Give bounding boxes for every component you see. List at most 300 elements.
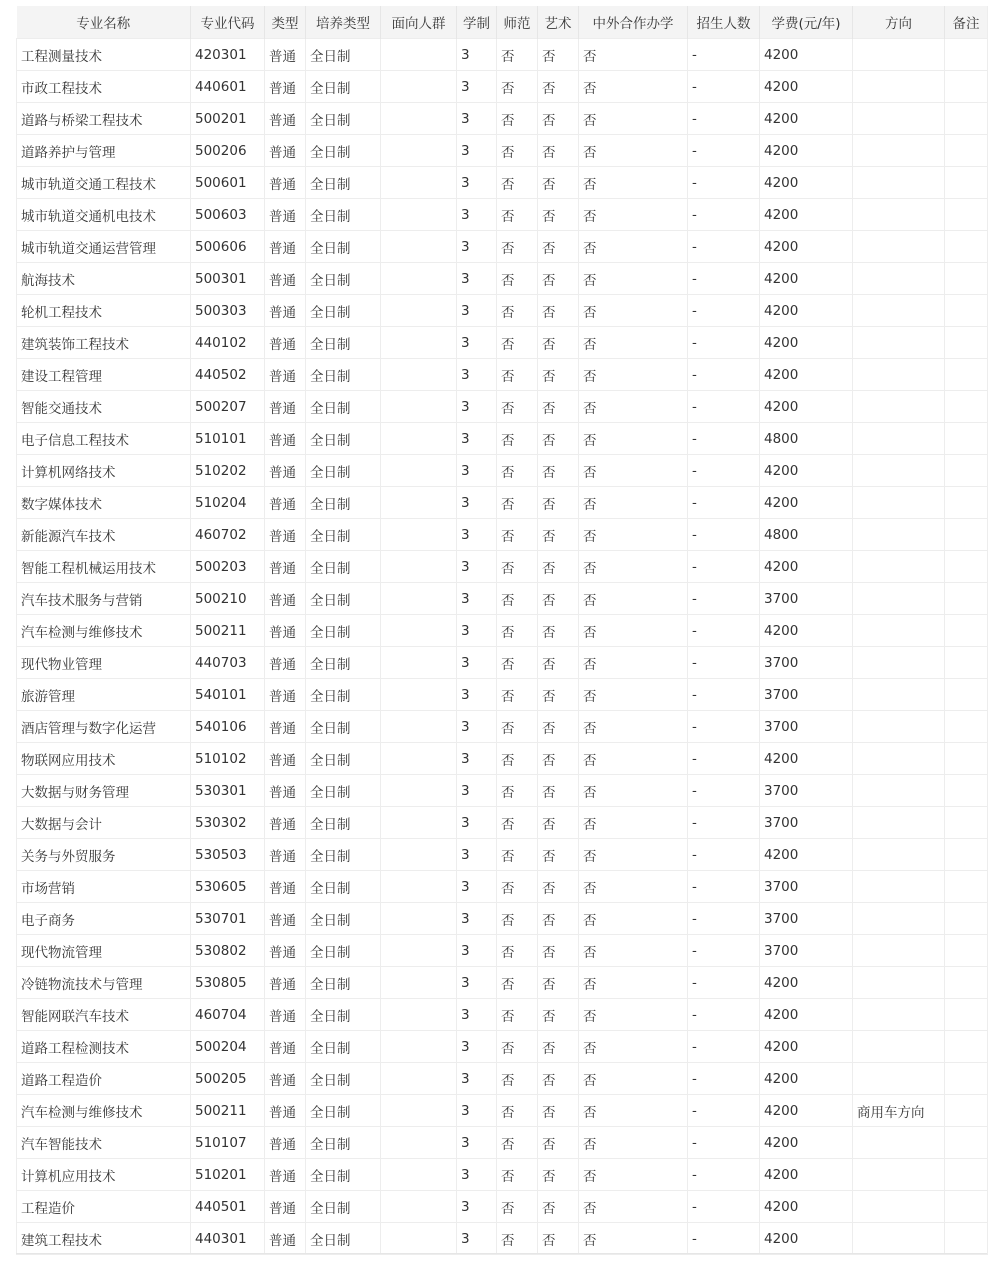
cell-col-direction: [853, 967, 945, 999]
cell-col-remarks: [945, 295, 988, 327]
cell-col-tuition: 4200: [760, 455, 853, 487]
cell-col-sino-foreign: 否: [579, 135, 688, 167]
cell-col-direction: [853, 743, 945, 775]
cell-col-direction: [853, 1159, 945, 1191]
cell-col-art: 否: [538, 1095, 579, 1127]
cell-col-target-group: [381, 1127, 457, 1159]
table-row: [17, 231, 988, 263]
cell-col-major-name: 轮机工程技术: [17, 295, 191, 327]
cell-col-tuition: 4800: [760, 423, 853, 455]
cell-col-major-code: 440301: [191, 1223, 265, 1255]
header-col-sino-foreign: 中外合作办学: [579, 6, 688, 39]
header-col-direction: 方向: [853, 6, 945, 39]
cell-col-art: 否: [538, 679, 579, 711]
cell-col-major-code: 500211: [191, 615, 265, 647]
cell-col-study-mode: 全日制: [306, 1063, 381, 1095]
cell-col-target-group: [381, 487, 457, 519]
cell-col-type: 普通: [265, 999, 306, 1031]
table-row: [17, 647, 988, 679]
header-col-remarks: 备注: [945, 6, 988, 39]
cell-col-duration: 3: [457, 1159, 497, 1191]
cell-col-enrollment: -: [688, 839, 760, 871]
cell-col-direction: [853, 1223, 945, 1255]
cell-col-target-group: [381, 583, 457, 615]
cell-col-type: 普通: [265, 487, 306, 519]
cell-col-enrollment: -: [688, 455, 760, 487]
table-row: [17, 359, 988, 391]
table-row: [17, 1159, 988, 1191]
header-col-target-group: 面向人群: [381, 6, 457, 39]
cell-col-direction: [853, 839, 945, 871]
cell-col-major-code: 530605: [191, 871, 265, 903]
cell-col-remarks: [945, 775, 988, 807]
cell-col-sino-foreign: 否: [579, 423, 688, 455]
cell-col-major-code: 460704: [191, 999, 265, 1031]
cell-col-target-group: [381, 1223, 457, 1255]
cell-col-enrollment: -: [688, 935, 760, 967]
cell-col-duration: 3: [457, 391, 497, 423]
cell-col-sino-foreign: 否: [579, 455, 688, 487]
cell-col-tuition: 4200: [760, 1095, 853, 1127]
cell-col-study-mode: 全日制: [306, 903, 381, 935]
cell-col-sino-foreign: 否: [579, 103, 688, 135]
cell-col-type: 普通: [265, 1191, 306, 1223]
cell-col-study-mode: 全日制: [306, 743, 381, 775]
cell-col-direction: [853, 903, 945, 935]
cell-col-type: 普通: [265, 231, 306, 263]
cell-col-study-mode: 全日制: [306, 775, 381, 807]
cell-col-tuition: 4200: [760, 359, 853, 391]
cell-col-art: 否: [538, 999, 579, 1031]
table-row: [17, 295, 988, 327]
cell-col-art: 否: [538, 327, 579, 359]
table-body: [17, 39, 988, 1255]
cell-col-art: 否: [538, 807, 579, 839]
table-row: [17, 103, 988, 135]
cell-col-tuition: 3700: [760, 679, 853, 711]
cell-col-art: 否: [538, 455, 579, 487]
cell-col-major-name: 冷链物流技术与管理: [17, 967, 191, 999]
cell-col-direction: [853, 263, 945, 295]
cell-col-type: 普通: [265, 263, 306, 295]
cell-col-major-code: 440502: [191, 359, 265, 391]
cell-col-direction: [853, 1191, 945, 1223]
cell-col-direction: [853, 647, 945, 679]
table-row: [17, 1095, 988, 1127]
table-row: [17, 615, 988, 647]
cell-col-art: 否: [538, 775, 579, 807]
header-col-major-name: 专业名称: [17, 6, 191, 39]
cell-col-duration: 3: [457, 455, 497, 487]
cell-col-type: 普通: [265, 295, 306, 327]
major-table: [16, 6, 988, 1255]
cell-col-teacher-training: 否: [497, 423, 538, 455]
cell-col-major-name: 计算机应用技术: [17, 1159, 191, 1191]
cell-col-major-code: 500204: [191, 1031, 265, 1063]
cell-col-type: 普通: [265, 455, 306, 487]
cell-col-major-name: 汽车智能技术: [17, 1127, 191, 1159]
cell-col-major-code: 500210: [191, 583, 265, 615]
cell-col-major-name: 道路工程检测技术: [17, 1031, 191, 1063]
cell-col-sino-foreign: 否: [579, 1127, 688, 1159]
cell-col-sino-foreign: 否: [579, 551, 688, 583]
table-row: [17, 135, 988, 167]
cell-col-target-group: [381, 391, 457, 423]
cell-col-type: 普通: [265, 1031, 306, 1063]
cell-col-duration: 3: [457, 231, 497, 263]
cell-col-enrollment: -: [688, 231, 760, 263]
cell-col-duration: 3: [457, 167, 497, 199]
cell-col-remarks: [945, 967, 988, 999]
cell-col-art: 否: [538, 295, 579, 327]
cell-col-study-mode: 全日制: [306, 679, 381, 711]
cell-col-direction: [853, 71, 945, 103]
cell-col-sino-foreign: 否: [579, 71, 688, 103]
cell-col-art: 否: [538, 1191, 579, 1223]
cell-col-art: 否: [538, 39, 579, 71]
cell-col-type: 普通: [265, 327, 306, 359]
cell-col-tuition: 3700: [760, 711, 853, 743]
cell-col-art: 否: [538, 1063, 579, 1095]
cell-col-sino-foreign: 否: [579, 839, 688, 871]
cell-col-teacher-training: 否: [497, 1031, 538, 1063]
cell-col-sino-foreign: 否: [579, 1063, 688, 1095]
cell-col-remarks: [945, 135, 988, 167]
cell-col-major-code: 500201: [191, 103, 265, 135]
cell-col-teacher-training: 否: [497, 1159, 538, 1191]
cell-col-remarks: [945, 263, 988, 295]
cell-col-major-code: 530503: [191, 839, 265, 871]
cell-col-duration: 3: [457, 1095, 497, 1127]
cell-col-teacher-training: 否: [497, 903, 538, 935]
cell-col-enrollment: -: [688, 583, 760, 615]
cell-col-teacher-training: 否: [497, 391, 538, 423]
cell-col-direction: [853, 935, 945, 967]
cell-col-direction: [853, 615, 945, 647]
cell-col-major-code: 500303: [191, 295, 265, 327]
cell-col-tuition: 3700: [760, 583, 853, 615]
cell-col-sino-foreign: 否: [579, 967, 688, 999]
cell-col-enrollment: -: [688, 999, 760, 1031]
cell-col-remarks: [945, 999, 988, 1031]
cell-col-enrollment: -: [688, 135, 760, 167]
cell-col-sino-foreign: 否: [579, 935, 688, 967]
cell-col-art: 否: [538, 135, 579, 167]
cell-col-target-group: [381, 551, 457, 583]
cell-col-sino-foreign: 否: [579, 903, 688, 935]
cell-col-study-mode: 全日制: [306, 231, 381, 263]
cell-col-duration: 3: [457, 839, 497, 871]
cell-col-major-name: 城市轨道交通机电技术: [17, 199, 191, 231]
cell-col-target-group: [381, 103, 457, 135]
cell-col-remarks: [945, 871, 988, 903]
cell-col-duration: 3: [457, 935, 497, 967]
cell-col-major-name: 工程造价: [17, 1191, 191, 1223]
cell-col-target-group: [381, 615, 457, 647]
table-row: [17, 551, 988, 583]
major-table-container: [16, 6, 987, 1255]
cell-col-sino-foreign: 否: [579, 167, 688, 199]
cell-col-enrollment: -: [688, 1031, 760, 1063]
cell-col-remarks: [945, 807, 988, 839]
cell-col-tuition: 4200: [760, 1223, 853, 1255]
cell-col-study-mode: 全日制: [306, 1159, 381, 1191]
cell-col-target-group: [381, 199, 457, 231]
cell-col-enrollment: -: [688, 295, 760, 327]
cell-col-duration: 3: [457, 583, 497, 615]
table-row: [17, 1223, 988, 1255]
cell-col-enrollment: -: [688, 423, 760, 455]
cell-col-teacher-training: 否: [497, 743, 538, 775]
header-col-study-mode: 培养类型: [306, 6, 381, 39]
cell-col-sino-foreign: 否: [579, 295, 688, 327]
cell-col-remarks: [945, 71, 988, 103]
cell-col-study-mode: 全日制: [306, 359, 381, 391]
table-row: [17, 583, 988, 615]
cell-col-teacher-training: 否: [497, 1223, 538, 1255]
table-row: [17, 391, 988, 423]
cell-col-teacher-training: 否: [497, 775, 538, 807]
cell-col-sino-foreign: 否: [579, 199, 688, 231]
cell-col-tuition: 3700: [760, 903, 853, 935]
cell-col-tuition: 3700: [760, 807, 853, 839]
cell-col-enrollment: -: [688, 199, 760, 231]
cell-col-remarks: [945, 1223, 988, 1255]
cell-col-art: 否: [538, 103, 579, 135]
cell-col-duration: 3: [457, 199, 497, 231]
cell-col-major-name: 现代物业管理: [17, 647, 191, 679]
cell-col-enrollment: -: [688, 359, 760, 391]
cell-col-major-name: 大数据与财务管理: [17, 775, 191, 807]
cell-col-remarks: [945, 359, 988, 391]
cell-col-type: 普通: [265, 583, 306, 615]
cell-col-remarks: [945, 199, 988, 231]
cell-col-tuition: 4200: [760, 103, 853, 135]
cell-col-major-name: 汽车技术服务与营销: [17, 583, 191, 615]
cell-col-teacher-training: 否: [497, 1095, 538, 1127]
cell-col-enrollment: -: [688, 807, 760, 839]
cell-col-duration: 3: [457, 487, 497, 519]
cell-col-target-group: [381, 935, 457, 967]
cell-col-teacher-training: 否: [497, 135, 538, 167]
cell-col-art: 否: [538, 231, 579, 263]
cell-col-remarks: [945, 1191, 988, 1223]
cell-col-major-name: 智能工程机械运用技术: [17, 551, 191, 583]
cell-col-target-group: [381, 839, 457, 871]
cell-col-type: 普通: [265, 1223, 306, 1255]
cell-col-major-code: 500301: [191, 263, 265, 295]
cell-col-remarks: [945, 583, 988, 615]
cell-col-type: 普通: [265, 199, 306, 231]
table-row: [17, 807, 988, 839]
cell-col-teacher-training: 否: [497, 871, 538, 903]
cell-col-duration: 3: [457, 135, 497, 167]
cell-col-enrollment: -: [688, 1095, 760, 1127]
header-col-major-code: 专业代码: [191, 6, 265, 39]
cell-col-major-name: 市政工程技术: [17, 71, 191, 103]
cell-col-major-code: 500203: [191, 551, 265, 583]
cell-col-enrollment: -: [688, 551, 760, 583]
cell-col-major-code: 440703: [191, 647, 265, 679]
cell-col-art: 否: [538, 391, 579, 423]
cell-col-tuition: 4200: [760, 295, 853, 327]
cell-col-type: 普通: [265, 903, 306, 935]
cell-col-study-mode: 全日制: [306, 935, 381, 967]
cell-col-study-mode: 全日制: [306, 807, 381, 839]
cell-col-teacher-training: 否: [497, 679, 538, 711]
cell-col-duration: 3: [457, 551, 497, 583]
cell-col-major-name: 大数据与会计: [17, 807, 191, 839]
table-row: [17, 679, 988, 711]
cell-col-teacher-training: 否: [497, 999, 538, 1031]
cell-col-direction: [853, 135, 945, 167]
cell-col-direction: [853, 455, 945, 487]
cell-col-enrollment: -: [688, 967, 760, 999]
cell-col-study-mode: 全日制: [306, 39, 381, 71]
cell-col-direction: [853, 327, 945, 359]
cell-col-study-mode: 全日制: [306, 1095, 381, 1127]
cell-col-direction: [853, 871, 945, 903]
cell-col-remarks: [945, 839, 988, 871]
cell-col-direction: 商用车方向: [853, 1095, 945, 1127]
cell-col-major-name: 城市轨道交通运营管理: [17, 231, 191, 263]
cell-col-tuition: 3700: [760, 871, 853, 903]
cell-col-enrollment: -: [688, 903, 760, 935]
cell-col-enrollment: -: [688, 519, 760, 551]
table-row: [17, 967, 988, 999]
table-bottom-divider: [16, 1253, 987, 1254]
cell-col-sino-foreign: 否: [579, 487, 688, 519]
cell-col-target-group: [381, 903, 457, 935]
cell-col-direction: [853, 519, 945, 551]
cell-col-teacher-training: 否: [497, 615, 538, 647]
cell-col-enrollment: -: [688, 1159, 760, 1191]
cell-col-type: 普通: [265, 103, 306, 135]
table-row: [17, 1191, 988, 1223]
cell-col-study-mode: 全日制: [306, 487, 381, 519]
cell-col-enrollment: -: [688, 103, 760, 135]
cell-col-major-code: 500207: [191, 391, 265, 423]
cell-col-direction: [853, 167, 945, 199]
cell-col-type: 普通: [265, 679, 306, 711]
cell-col-major-code: 440102: [191, 327, 265, 359]
cell-col-type: 普通: [265, 775, 306, 807]
cell-col-teacher-training: 否: [497, 839, 538, 871]
cell-col-duration: 3: [457, 711, 497, 743]
cell-col-teacher-training: 否: [497, 39, 538, 71]
cell-col-study-mode: 全日制: [306, 103, 381, 135]
cell-col-target-group: [381, 71, 457, 103]
cell-col-duration: 3: [457, 423, 497, 455]
cell-col-sino-foreign: 否: [579, 647, 688, 679]
cell-col-duration: 3: [457, 295, 497, 327]
table-row: [17, 519, 988, 551]
cell-col-major-name: 汽车检测与维修技术: [17, 1095, 191, 1127]
header-col-teacher-training: 师范: [497, 6, 538, 39]
cell-col-duration: 3: [457, 263, 497, 295]
cell-col-study-mode: 全日制: [306, 583, 381, 615]
cell-col-teacher-training: 否: [497, 231, 538, 263]
cell-col-type: 普通: [265, 743, 306, 775]
cell-col-tuition: 4200: [760, 839, 853, 871]
cell-col-type: 普通: [265, 1127, 306, 1159]
cell-col-major-code: 510102: [191, 743, 265, 775]
cell-col-study-mode: 全日制: [306, 1191, 381, 1223]
cell-col-remarks: [945, 1159, 988, 1191]
cell-col-study-mode: 全日制: [306, 199, 381, 231]
cell-col-type: 普通: [265, 807, 306, 839]
cell-col-study-mode: 全日制: [306, 295, 381, 327]
cell-col-teacher-training: 否: [497, 1063, 538, 1095]
cell-col-teacher-training: 否: [497, 103, 538, 135]
cell-col-major-code: 500211: [191, 1095, 265, 1127]
cell-col-duration: 3: [457, 359, 497, 391]
cell-col-major-name: 道路养护与管理: [17, 135, 191, 167]
cell-col-sino-foreign: 否: [579, 1223, 688, 1255]
cell-col-duration: 3: [457, 1031, 497, 1063]
cell-col-major-name: 智能网联汽车技术: [17, 999, 191, 1031]
cell-col-type: 普通: [265, 135, 306, 167]
cell-col-teacher-training: 否: [497, 327, 538, 359]
cell-col-remarks: [945, 455, 988, 487]
cell-col-target-group: [381, 711, 457, 743]
cell-col-type: 普通: [265, 871, 306, 903]
cell-col-type: 普通: [265, 839, 306, 871]
cell-col-direction: [853, 1031, 945, 1063]
cell-col-target-group: [381, 135, 457, 167]
cell-col-teacher-training: 否: [497, 1191, 538, 1223]
cell-col-type: 普通: [265, 935, 306, 967]
cell-col-art: 否: [538, 359, 579, 391]
table-row: [17, 263, 988, 295]
cell-col-target-group: [381, 519, 457, 551]
cell-col-remarks: [945, 391, 988, 423]
cell-col-type: 普通: [265, 71, 306, 103]
cell-col-teacher-training: 否: [497, 487, 538, 519]
cell-col-teacher-training: 否: [497, 935, 538, 967]
cell-col-study-mode: 全日制: [306, 519, 381, 551]
cell-col-sino-foreign: 否: [579, 327, 688, 359]
cell-col-major-code: 500606: [191, 231, 265, 263]
cell-col-tuition: 4200: [760, 1191, 853, 1223]
cell-col-tuition: 4800: [760, 519, 853, 551]
cell-col-art: 否: [538, 1127, 579, 1159]
cell-col-remarks: [945, 743, 988, 775]
cell-col-teacher-training: 否: [497, 295, 538, 327]
cell-col-target-group: [381, 231, 457, 263]
cell-col-teacher-training: 否: [497, 455, 538, 487]
cell-col-remarks: [945, 39, 988, 71]
cell-col-teacher-training: 否: [497, 807, 538, 839]
cell-col-sino-foreign: 否: [579, 39, 688, 71]
cell-col-major-code: 440601: [191, 71, 265, 103]
cell-col-target-group: [381, 423, 457, 455]
header-col-art: 艺术: [538, 6, 579, 39]
cell-col-teacher-training: 否: [497, 711, 538, 743]
cell-col-enrollment: -: [688, 679, 760, 711]
cell-col-major-name: 城市轨道交通工程技术: [17, 167, 191, 199]
cell-col-major-code: 530802: [191, 935, 265, 967]
cell-col-direction: [853, 583, 945, 615]
cell-col-tuition: 4200: [760, 135, 853, 167]
table-row: [17, 775, 988, 807]
table-row: [17, 455, 988, 487]
cell-col-target-group: [381, 807, 457, 839]
cell-col-remarks: [945, 423, 988, 455]
cell-col-direction: [853, 391, 945, 423]
cell-col-target-group: [381, 295, 457, 327]
cell-col-target-group: [381, 967, 457, 999]
